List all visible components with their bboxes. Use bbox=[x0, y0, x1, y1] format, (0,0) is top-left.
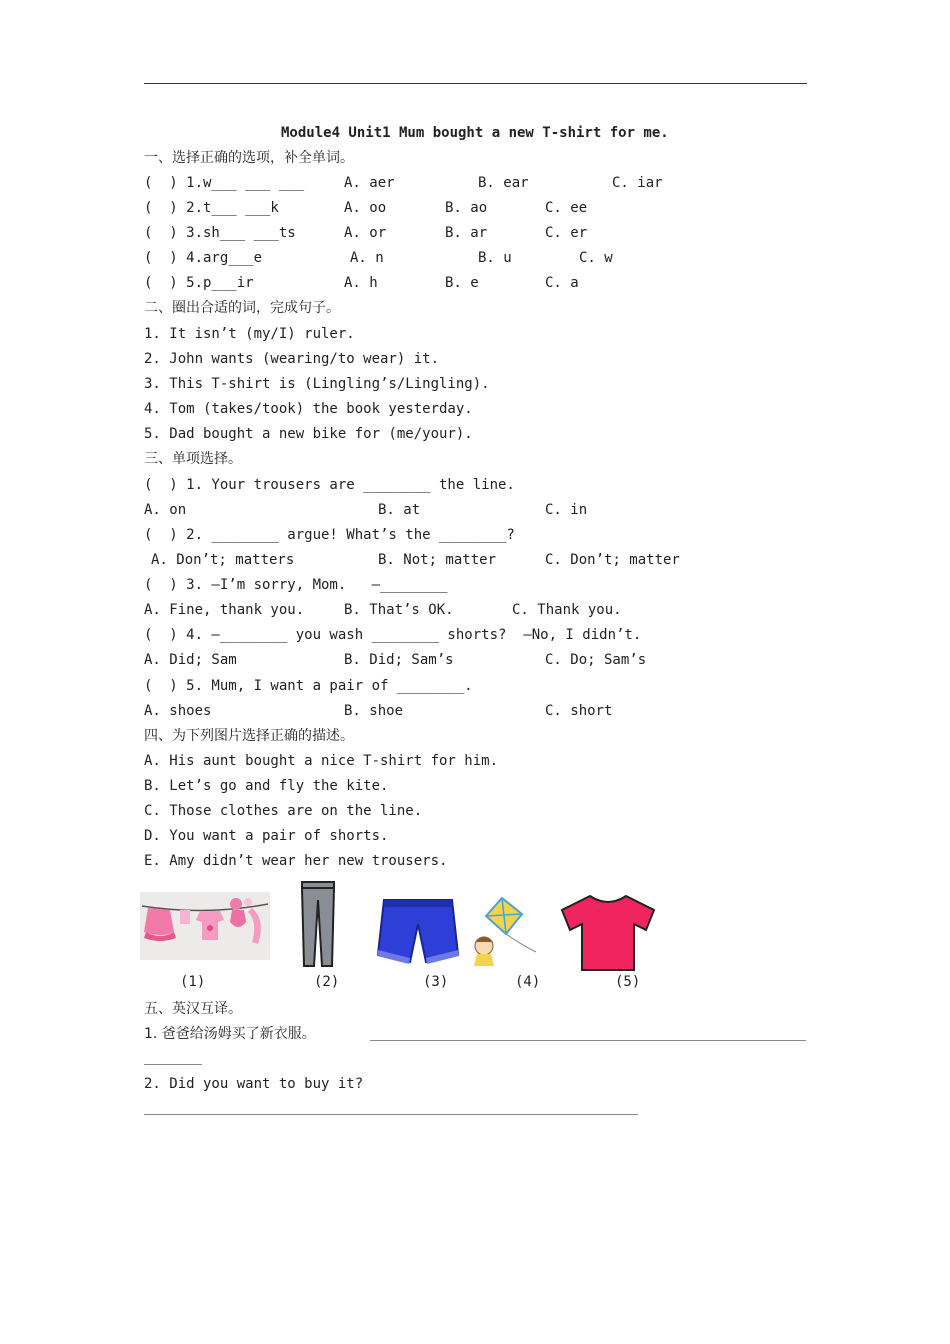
part1-q5: ( ) 5.p___ir bbox=[144, 275, 254, 291]
tshirt-icon bbox=[558, 892, 658, 974]
part3-q4-b: B. Did; Sam’s bbox=[344, 652, 454, 668]
section-4-heading: 四、为下列图片选择正确的描述。 bbox=[144, 728, 354, 744]
part3-q3-c: C. Thank you. bbox=[512, 602, 622, 618]
part3-q4-a: A. Did; Sam bbox=[144, 652, 237, 668]
part3-q5: ( ) 5. Mum, I want a pair of ________. bbox=[144, 678, 473, 694]
part1-q3-c: C. er bbox=[545, 225, 588, 241]
part1-q5-b: B. e bbox=[445, 275, 479, 291]
answer-line[interactable] bbox=[370, 1040, 806, 1041]
part4-option: B. Let’s go and fly the kite. bbox=[144, 778, 389, 794]
section-2-heading: 二、圈出合适的词，完成句子。 bbox=[144, 300, 340, 316]
part1-q2-b: B. ao bbox=[445, 200, 488, 216]
part3-q4-c: C. Do; Sam’s bbox=[545, 652, 647, 668]
part1-q5-a: A. h bbox=[344, 275, 378, 291]
part3-q3-b: B. That’s OK. bbox=[344, 602, 454, 618]
translate-item-2: 2. Did you want to buy it? bbox=[144, 1076, 364, 1092]
part1-q2: ( ) 2.t___ ___k bbox=[144, 200, 279, 216]
part1-q4-a: A. n bbox=[350, 250, 384, 266]
answer-line[interactable] bbox=[144, 1064, 202, 1065]
part2-item: 2. John wants (wearing/to wear) it. bbox=[144, 351, 440, 367]
part1-q1-a: A. aer bbox=[344, 175, 395, 191]
part3-q4: ( ) 4. —________ you wash ________ shorts? —No, I didn’t. bbox=[144, 627, 642, 643]
shorts-icon bbox=[376, 896, 460, 966]
part1-q2-c: C. ee bbox=[545, 200, 588, 216]
part1-q1: ( ) 1.w___ ___ ___ bbox=[144, 175, 305, 191]
part1-q1-b: B. ear bbox=[478, 175, 529, 191]
part1-q1-c: C. iar bbox=[612, 175, 663, 191]
translate-item-1: 1. 爸爸给汤姆买了新衣服。 bbox=[144, 1026, 316, 1042]
part1-q5-c: C. a bbox=[545, 275, 579, 291]
part1-q4-c: C. w bbox=[579, 250, 613, 266]
part2-item: 3. This T-shirt is (Lingling’s/Lingling). bbox=[144, 376, 490, 392]
answer-line[interactable] bbox=[144, 1114, 638, 1115]
part4-option: C. Those clothes are on the line. bbox=[144, 803, 423, 819]
part2-item: 4. Tom (takes/took) the book yesterday. bbox=[144, 401, 473, 417]
picture-label: (3) bbox=[423, 974, 449, 990]
part3-q1: ( ) 1. Your trousers are ________ the line. bbox=[144, 477, 515, 493]
page-title: Module4 Unit1 Mum bought a new T-shirt for me. bbox=[281, 125, 669, 141]
picture-label: (4) bbox=[515, 974, 541, 990]
part1-q3-a: A. or bbox=[344, 225, 387, 241]
part3-q2-b: B. Not; matter bbox=[378, 552, 497, 568]
part3-q5-c: C. short bbox=[545, 703, 613, 719]
part3-q3: ( ) 3. —I’m sorry, Mom. —________ bbox=[144, 577, 448, 593]
picture-label: (5) bbox=[615, 974, 641, 990]
part2-item: 5. Dad bought a new bike for (me/your). bbox=[144, 426, 473, 442]
section-3-heading: 三、单项选择。 bbox=[144, 451, 242, 467]
part1-q3-b: B. ar bbox=[445, 225, 488, 241]
clothesline-icon bbox=[140, 892, 270, 960]
part1-q4-b: B. u bbox=[478, 250, 512, 266]
part3-q2-a: A. Don’t; matters bbox=[151, 552, 295, 568]
kite-girl-icon bbox=[466, 894, 546, 968]
part2-item: 1. It isn’t (my/I) ruler. bbox=[144, 326, 355, 342]
section-1-heading: 一、选择正确的选项，补全单词。 bbox=[144, 150, 354, 166]
picture-label: (1) bbox=[180, 974, 206, 990]
part3-q1-b: B. at bbox=[378, 502, 421, 518]
part3-q1-c: C. in bbox=[545, 502, 588, 518]
part1-q2-a: A. oo bbox=[344, 200, 387, 216]
part3-q5-b: B. shoe bbox=[344, 703, 404, 719]
part4-option: D. You want a pair of shorts. bbox=[144, 828, 389, 844]
part3-q2-c: C. Don’t; matter bbox=[545, 552, 680, 568]
part1-q4: ( ) 4.arg___e bbox=[144, 250, 263, 266]
part3-q2: ( ) 2. ________ argue! What’s the ________? bbox=[144, 527, 515, 543]
part3-q5-a: A. shoes bbox=[144, 703, 212, 719]
trousers-icon bbox=[298, 880, 338, 970]
part4-option: E. Amy didn’t wear her new trousers. bbox=[144, 853, 448, 869]
part3-q1-a: A. on bbox=[144, 502, 187, 518]
part1-q3: ( ) 3.sh___ ___ts bbox=[144, 225, 296, 241]
part3-q3-a: A. Fine, thank you. bbox=[144, 602, 305, 618]
part4-option: A. His aunt bought a nice T-shirt for him. bbox=[144, 753, 499, 769]
section-5-heading: 五、英汉互译。 bbox=[144, 1001, 242, 1017]
picture-label: (2) bbox=[314, 974, 340, 990]
header-rule bbox=[144, 83, 807, 84]
